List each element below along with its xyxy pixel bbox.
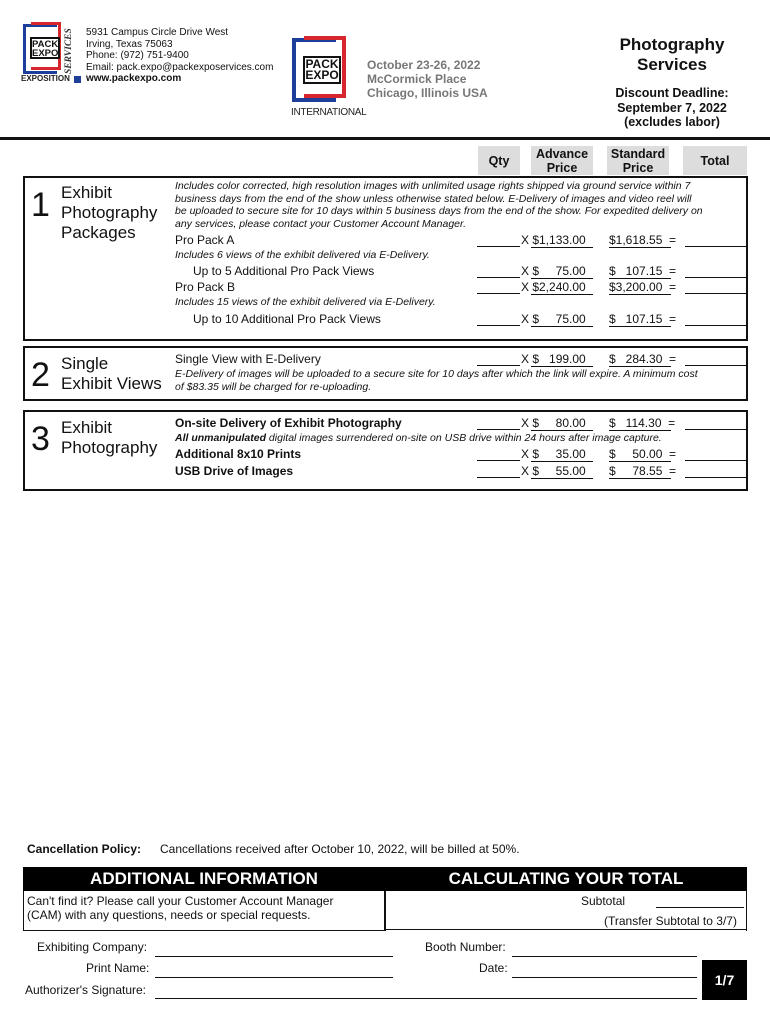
section-title bbox=[61, 418, 157, 458]
section-title-line: Photography bbox=[61, 203, 158, 222]
subtotal-label: Subtotal bbox=[581, 894, 626, 908]
qty-input[interactable] bbox=[477, 464, 520, 478]
col-standard-label: Price bbox=[622, 160, 654, 175]
price-underline bbox=[531, 366, 593, 367]
col-advance-label: Advance bbox=[535, 146, 589, 161]
item-label: USB Drive of Images bbox=[175, 464, 294, 478]
section-number: 1 bbox=[31, 186, 50, 224]
note-line: E-Delivery of images will be uploaded to a secure site for 10 days after which the link will expire. A minimum cost bbox=[175, 368, 698, 380]
transfer-note: (Transfer Subtotal to 3/7) bbox=[604, 914, 737, 928]
qty-input[interactable] bbox=[477, 280, 520, 294]
discount-deadline bbox=[592, 86, 752, 130]
price-underline bbox=[531, 478, 593, 479]
advance-price: X $1,133.00 bbox=[521, 233, 586, 247]
section-number: 3 bbox=[31, 420, 50, 458]
advance-price: X $ 35.00 bbox=[521, 447, 586, 461]
standard-price: $3,200.00 = bbox=[609, 280, 677, 294]
price-underline bbox=[531, 326, 593, 327]
price-underline bbox=[609, 430, 671, 431]
show-venue: McCormick Place bbox=[367, 72, 467, 86]
standard-price: $ 50.00 = bbox=[609, 447, 677, 461]
additional-info-box bbox=[23, 891, 385, 931]
logo-line2: EXPO bbox=[305, 68, 339, 83]
advance-price: X $2,240.00 bbox=[521, 280, 586, 294]
total-input[interactable] bbox=[685, 233, 747, 247]
note-text: digital images surrendered on-site on USB drive within 24 hours after image capture. bbox=[266, 432, 662, 444]
price-underline bbox=[609, 278, 671, 279]
col-standard-label: Standard bbox=[610, 146, 666, 161]
price-underline bbox=[531, 294, 593, 295]
booth-number-label: Booth Number: bbox=[425, 940, 506, 954]
total-input[interactable] bbox=[685, 280, 747, 294]
exhibiting-company-label: Exhibiting Company: bbox=[37, 940, 148, 954]
total-input[interactable] bbox=[685, 264, 747, 278]
total-input[interactable] bbox=[685, 464, 747, 478]
additional-info-header: ADDITIONAL INFORMATION bbox=[23, 867, 385, 891]
print-name-input[interactable] bbox=[155, 964, 393, 978]
authorizer-signature-label: Authorizer's Signature: bbox=[25, 983, 147, 997]
col-total-label: Total bbox=[700, 153, 730, 168]
standard-price: $ 107.15 = bbox=[609, 312, 677, 326]
logo-bottom-text: EXPOSITION bbox=[21, 74, 70, 83]
price-underline bbox=[531, 430, 593, 431]
col-qty bbox=[478, 146, 520, 175]
item-label: Up to 10 Additional Pro Pack Views bbox=[193, 312, 381, 326]
item-label: Additional 8x10 Prints bbox=[175, 447, 302, 461]
item-note bbox=[175, 368, 698, 393]
qty-input[interactable] bbox=[477, 416, 520, 430]
description-line: be uploaded to secure site for 10 days within 5 business days from the end of the show. For expedited delivery on bbox=[175, 205, 703, 217]
section-title-line: Single bbox=[61, 354, 109, 373]
website: www.packexpo.com bbox=[86, 73, 182, 84]
address-block bbox=[86, 27, 273, 85]
deadline-label: Discount Deadline: bbox=[615, 86, 729, 100]
section-description bbox=[175, 180, 703, 230]
qty-input[interactable] bbox=[477, 447, 520, 461]
total-input[interactable] bbox=[685, 352, 747, 366]
item-label: Pro Pack A bbox=[175, 233, 235, 247]
logo-side-text: SERVICES bbox=[64, 28, 74, 74]
logo-blue-square bbox=[74, 76, 81, 83]
calculating-total-box bbox=[385, 891, 747, 931]
col-advance-label: Price bbox=[546, 160, 578, 175]
qty-input[interactable] bbox=[477, 233, 520, 247]
section-title-line: Exhibit bbox=[61, 418, 113, 437]
advance-price: X $ 199.00 bbox=[521, 352, 586, 366]
title-line: Photography bbox=[619, 35, 725, 54]
show-info bbox=[367, 58, 488, 100]
section-title-line: Packages bbox=[61, 223, 136, 242]
address-line: Irving, Texas 75063 bbox=[86, 38, 173, 50]
section-title-line: Exhibit Views bbox=[61, 374, 162, 393]
col-standard-price bbox=[607, 146, 669, 175]
price-underline bbox=[609, 366, 671, 367]
logo-line2: EXPO bbox=[32, 48, 59, 60]
standard-price: $1,618.55 = bbox=[609, 233, 677, 247]
price-underline bbox=[609, 461, 671, 462]
email: Email: pack.expo@packexposervices.com bbox=[86, 61, 274, 73]
item-label: Pro Pack B bbox=[175, 280, 236, 294]
additional-info-line: (CAM) with any questions, needs or special requests. bbox=[27, 908, 311, 922]
price-underline bbox=[531, 278, 593, 279]
title-line: Services bbox=[637, 55, 707, 74]
note-emphasis: All unmanipulated bbox=[175, 432, 267, 444]
price-underline bbox=[609, 326, 671, 327]
section-exhibit-photography bbox=[23, 410, 748, 491]
page-title bbox=[592, 35, 752, 75]
price-underline bbox=[531, 247, 593, 248]
item-note: Includes 15 views of the exhibit delivered via E-Delivery. bbox=[175, 296, 436, 308]
page-number-text: 1/7 bbox=[714, 972, 735, 988]
col-total bbox=[683, 146, 747, 175]
logo-line1: PACK bbox=[32, 39, 59, 50]
section-title-line: Exhibit bbox=[61, 183, 113, 202]
subtotal-input[interactable] bbox=[656, 894, 744, 908]
price-underline bbox=[609, 294, 671, 295]
standard-price: $ 114.30 = bbox=[609, 416, 676, 430]
description-line: business days from the end of the show unless otherwise stated below. E-Delivery of images and video reel will bbox=[175, 192, 692, 205]
standard-price: $ 107.15 = bbox=[609, 264, 677, 278]
pack-expo-international-logo bbox=[290, 36, 367, 120]
pack-expo-services-logo bbox=[21, 22, 81, 86]
section-title bbox=[61, 354, 162, 394]
col-qty-label: Qty bbox=[488, 153, 510, 168]
show-dates: October 23-26, 2022 bbox=[367, 58, 481, 72]
qty-input[interactable] bbox=[477, 312, 520, 326]
section-single-exhibit-views bbox=[23, 346, 748, 401]
price-underline bbox=[609, 247, 671, 248]
page-number bbox=[702, 960, 747, 1000]
item-label: Single View with E-Delivery bbox=[175, 352, 321, 366]
advance-price: X $ 55.00 bbox=[521, 464, 586, 478]
cancellation-label: Cancellation Policy: bbox=[27, 842, 142, 856]
section-title bbox=[61, 183, 157, 243]
price-underline bbox=[609, 478, 671, 479]
address-line: 5931 Campus Circle Drive West bbox=[86, 27, 229, 38]
note-line: of $83.35 will be charged for re-uploading. bbox=[175, 380, 372, 393]
section-title-line: Photography bbox=[61, 438, 158, 457]
cancellation-text: Cancellations received after October 10, 2022, will be billed at 50%. bbox=[160, 842, 520, 856]
item-note: Includes 6 views of the exhibit delivered via E-Delivery. bbox=[175, 249, 430, 261]
total-input[interactable] bbox=[685, 416, 747, 430]
advance-price: X $ 80.00 bbox=[521, 416, 586, 430]
deadline-note: (excludes labor) bbox=[624, 115, 720, 129]
header-divider bbox=[0, 137, 770, 140]
qty-input[interactable] bbox=[477, 264, 520, 278]
box-bottom-line bbox=[386, 929, 747, 930]
col-advance-price bbox=[531, 146, 593, 175]
advance-price: X $ 75.00 bbox=[521, 264, 586, 278]
item-note bbox=[175, 432, 662, 445]
item-label: On-site Delivery of Exhibit Photography bbox=[175, 416, 402, 430]
total-input[interactable] bbox=[685, 447, 747, 461]
total-input[interactable] bbox=[685, 312, 747, 326]
calculating-total-header: CALCULATING YOUR TOTAL bbox=[385, 867, 747, 891]
exhibiting-company-input[interactable] bbox=[155, 943, 393, 957]
deadline-date: September 7, 2022 bbox=[617, 100, 727, 115]
authorizer-signature-input[interactable] bbox=[155, 985, 697, 999]
section-photography-packages bbox=[23, 176, 748, 341]
advance-price: X $ 75.00 bbox=[521, 312, 586, 326]
date-input[interactable] bbox=[512, 964, 697, 978]
standard-price: $ 78.55 = bbox=[609, 464, 677, 478]
section-number: 2 bbox=[31, 356, 50, 394]
date-label: Date: bbox=[479, 961, 508, 975]
booth-number-input[interactable] bbox=[512, 943, 697, 957]
additional-info-line: Can't find it? Please call your Customer Account Manager bbox=[27, 894, 334, 908]
description-line: Includes color corrected, high resolution images with unlimited usage rights shipped via ground service within 7 bbox=[175, 180, 691, 192]
description-line: any services, please contact your Customer Account Manager. bbox=[175, 217, 467, 230]
phone: Phone: (972) 751-9400 bbox=[86, 50, 189, 61]
logo-line1: PACK bbox=[305, 57, 339, 71]
show-city: Chicago, Illinois USA bbox=[367, 86, 488, 100]
price-underline bbox=[531, 461, 593, 462]
qty-input[interactable] bbox=[477, 352, 520, 366]
standard-price: $ 284.30 = bbox=[609, 352, 677, 366]
logo-bottom-text: INTERNATIONAL bbox=[291, 107, 367, 118]
item-label: Up to 5 Additional Pro Pack Views bbox=[193, 264, 375, 278]
print-name-label: Print Name: bbox=[86, 961, 150, 975]
